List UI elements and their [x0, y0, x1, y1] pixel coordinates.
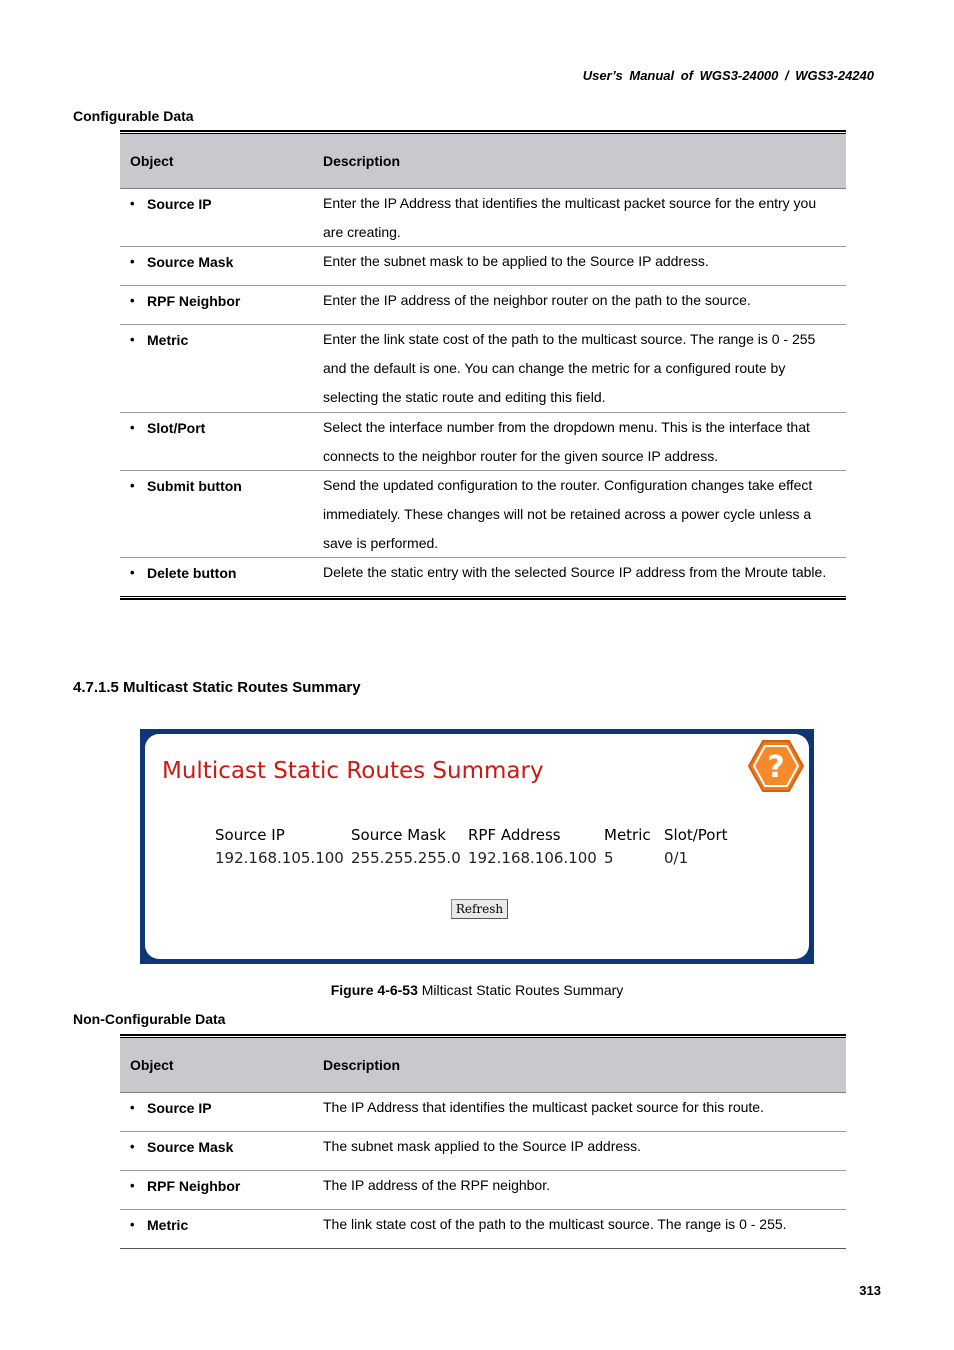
header-object: Object — [130, 1057, 174, 1073]
table-row — [120, 471, 846, 558]
bullet-icon: • — [130, 1139, 135, 1154]
value-metric: 5 — [604, 849, 614, 867]
row-description: Enter the subnet mask to be applied to the Source IP address. — [323, 253, 709, 269]
bullet-icon: • — [130, 565, 135, 580]
bullet-icon: • — [130, 420, 135, 435]
non-configurable-data-table — [120, 1034, 846, 1249]
value-source-mask: 255.255.255.0 — [351, 849, 461, 867]
section-heading: 4.7.1.5 Multicast Static Routes Summary — [73, 679, 361, 696]
refresh-button[interactable]: Refresh — [451, 899, 508, 919]
non-configurable-data-label: Non-Configurable Data — [73, 1011, 226, 1027]
value-slot-port: 0/1 — [664, 849, 689, 867]
row-object — [120, 286, 313, 324]
bullet-icon: • — [130, 478, 135, 493]
caption-figure-number: Figure 4-6-53 — [330, 982, 418, 998]
row-object — [120, 1093, 313, 1131]
row-description: Enter the IP address of the neighbor router on the path to the source. — [323, 292, 751, 308]
table-row — [120, 189, 846, 247]
row-description: Enter the link state cost of the path to the multicast source. The range is 0 - 255 and the default is one. You can change the metric for a configured route by selecting the static route and editing this field. — [323, 331, 816, 405]
header-description: Description — [323, 1057, 401, 1073]
table-row — [120, 325, 846, 413]
row-description: Delete the static entry with the selected Source IP address from the Mroute table. — [323, 564, 827, 580]
summary-panel — [145, 734, 809, 959]
bullet-icon: • — [130, 1217, 135, 1232]
table-header — [120, 1038, 846, 1093]
row-description: Select the interface number from the dropdown menu. This is the interface that connects to the neighbor router for the given source IP address. — [323, 419, 810, 464]
row-description: The IP Address that identifies the multicast packet source for this route. — [323, 1099, 764, 1115]
row-object — [120, 1171, 313, 1209]
summary-title: Multicast Static Routes Summary — [162, 758, 544, 784]
bullet-icon: • — [130, 254, 135, 269]
row-object — [120, 558, 313, 596]
caption-text: Milticast Static Routes Summary — [421, 982, 624, 998]
row-object-label: Metric — [147, 1217, 189, 1233]
bullet-icon: • — [130, 1178, 135, 1193]
configurable-data-table — [120, 130, 846, 600]
help-icon[interactable] — [747, 739, 805, 793]
row-object — [120, 413, 313, 470]
row-object — [120, 1132, 313, 1170]
row-object — [120, 189, 313, 246]
row-object-label: Source IP — [147, 196, 212, 212]
value-source-ip: 192.168.105.100 — [215, 849, 344, 867]
row-object-label: Slot/Port — [147, 420, 206, 436]
table-row — [120, 558, 846, 596]
row-object-label: Submit button — [147, 478, 242, 494]
row-object-label: RPF Neighbor — [147, 293, 241, 309]
row-object-label: Metric — [147, 332, 189, 348]
row-object-label: Source Mask — [147, 254, 234, 270]
document-header: User’s Manual of WGS3-24000 / WGS3-24240 — [582, 68, 874, 83]
row-description: The IP address of the RPF neighbor. — [323, 1177, 550, 1193]
bullet-icon: • — [130, 293, 135, 308]
column-slot-port: Slot/Port — [664, 826, 728, 844]
table-bottom-rule — [120, 596, 846, 600]
row-object-label: RPF Neighbor — [147, 1178, 241, 1194]
row-description: The subnet mask applied to the Source IP address. — [323, 1138, 642, 1154]
header-description: Description — [323, 153, 401, 169]
value-rpf-address: 192.168.106.100 — [468, 849, 597, 867]
row-description: The link state cost of the path to the multicast source. The range is 0 - 255. — [323, 1216, 787, 1232]
table-header — [120, 134, 846, 189]
row-object — [120, 1210, 313, 1248]
row-object — [120, 247, 313, 285]
svg-text:?: ? — [767, 750, 785, 785]
row-object — [120, 471, 313, 557]
table-row — [120, 413, 846, 471]
multicast-summary-screenshot — [140, 729, 814, 964]
column-source-mask: Source Mask — [351, 826, 446, 844]
header-object: Object — [130, 153, 174, 169]
row-description: Send the updated configuration to the router. Configuration changes take effect immediately. These changes will not be retained across a power cycle unless a save is performed. — [323, 477, 813, 551]
bullet-icon: • — [130, 332, 135, 347]
row-object-label: Source Mask — [147, 1139, 234, 1155]
figure-caption — [0, 982, 954, 998]
row-object-label: Delete button — [147, 565, 237, 581]
column-rpf-address: RPF Address — [468, 826, 561, 844]
row-description: Enter the IP Address that identifies the multicast packet source for the entry you are creating. — [323, 195, 817, 240]
column-metric: Metric — [604, 826, 651, 844]
bullet-icon: • — [130, 1100, 135, 1115]
table-row — [120, 1210, 846, 1249]
bullet-icon: • — [130, 196, 135, 211]
row-object — [120, 325, 313, 412]
row-object-label: Source IP — [147, 1100, 212, 1116]
configurable-data-label: Configurable Data — [73, 108, 194, 124]
page-number: 313 — [859, 1283, 881, 1298]
column-source-ip: Source IP — [215, 826, 285, 844]
